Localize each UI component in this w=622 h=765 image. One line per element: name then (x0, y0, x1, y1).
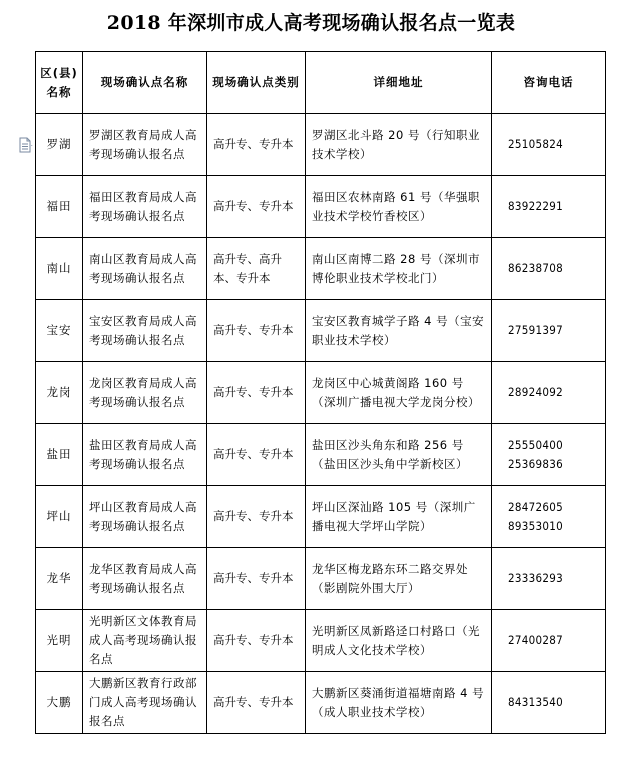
cell-address: 光明新区凤新路迳口村路口（光明成人文化技术学校） (306, 610, 492, 672)
cell-category: 高升专、专升本 (207, 424, 306, 486)
cell-address: 福田区农林南路 61 号（华强职业技术学校竹香校区） (306, 176, 492, 238)
cell-phone: 84313540 (492, 672, 606, 734)
table-header-row (36, 52, 606, 114)
cell-district: 光明 (36, 610, 83, 672)
table-row (36, 238, 606, 300)
cell-category: 高升专、专升本 (207, 176, 306, 238)
cell-phone: 23336293 (492, 548, 606, 610)
cell-phone: 27400287 (492, 610, 606, 672)
cell-address: 盐田区沙头角东和路 256 号（盐田区沙头角中学新校区） (306, 424, 492, 486)
table-row (36, 362, 606, 424)
cell-address: 宝安区教育城学子路 4 号（宝安职业技术学校） (306, 300, 492, 362)
cell-district: 龙华 (36, 548, 83, 610)
cell-site: 南山区教育局成人高考现场确认报名点 (83, 238, 207, 300)
header-address: 详细地址 (306, 52, 492, 114)
header-site: 现场确认点名称 (83, 52, 207, 114)
cell-district: 南山 (36, 238, 83, 300)
cell-category: 高升专、高升本、专升本 (207, 238, 306, 300)
cell-category: 高升专、专升本 (207, 610, 306, 672)
cell-phone: 83922291 (492, 176, 606, 238)
cell-site: 龙华区教育局成人高考现场确认报名点 (83, 548, 207, 610)
cell-district: 罗湖 (36, 114, 83, 176)
cell-district: 坪山 (36, 486, 83, 548)
table-body (36, 114, 606, 734)
cell-site: 光明新区文体教育局成人高考现场确认报名点 (83, 610, 207, 672)
table-row (36, 610, 606, 672)
cell-site: 龙岗区教育局成人高考现场确认报名点 (83, 362, 207, 424)
cell-site: 大鹏新区教育行政部门成人高考现场确认报名点 (83, 672, 207, 734)
cell-district: 盐田 (36, 424, 83, 486)
document-icon[interactable] (18, 137, 33, 153)
cell-category: 高升专、专升本 (207, 548, 306, 610)
cell-district: 大鹏 (36, 672, 83, 734)
cell-phone: 27591397 (492, 300, 606, 362)
cell-category: 高升专、专升本 (207, 114, 306, 176)
cell-category: 高升专、专升本 (207, 486, 306, 548)
header-phone: 咨询电话 (492, 52, 606, 114)
header-category: 现场确认点类别 (207, 52, 306, 114)
cell-address: 坪山区深汕路 105 号（深圳广播电视大学坪山学院） (306, 486, 492, 548)
cell-site: 盐田区教育局成人高考现场确认报名点 (83, 424, 207, 486)
cell-category: 高升专、专升本 (207, 300, 306, 362)
cell-address: 龙岗区中心城黄阁路 160 号（深圳广播电视大学龙岗分校） (306, 362, 492, 424)
table-row (36, 424, 606, 486)
table-row (36, 114, 606, 176)
header-district: 区(县)名称 (36, 52, 83, 114)
table-row (36, 672, 606, 734)
cell-category: 高升专、专升本 (207, 672, 306, 734)
table-row (36, 486, 606, 548)
cell-site: 宝安区教育局成人高考现场确认报名点 (83, 300, 207, 362)
cell-address: 龙华区梅龙路东环二路交界处（影剧院外围大厅） (306, 548, 492, 610)
cell-address: 大鹏新区葵涌街道福塘南路 4 号（成人职业技术学校） (306, 672, 492, 734)
cell-site: 坪山区教育局成人高考现场确认报名点 (83, 486, 207, 548)
cell-site: 福田区教育局成人高考现场确认报名点 (83, 176, 207, 238)
page-title: 2018 年深圳市成人高考现场确认报名点一览表 (106, 12, 516, 34)
cell-phone: 25550400 25369836 (492, 424, 606, 486)
cell-phone: 28472605 89353010 (492, 486, 606, 548)
cell-phone: 28924092 (492, 362, 606, 424)
cell-address: 罗湖区北斗路 20 号（行知职业技术学校） (306, 114, 492, 176)
cell-district: 宝安 (36, 300, 83, 362)
cell-district: 福田 (36, 176, 83, 238)
cell-district: 龙岗 (36, 362, 83, 424)
cell-category: 高升专、专升本 (207, 362, 306, 424)
cell-phone: 25105824 (492, 114, 606, 176)
sites-table (35, 51, 606, 734)
cell-phone: 86238708 (492, 238, 606, 300)
table-row (36, 548, 606, 610)
cell-site: 罗湖区教育局成人高考现场确认报名点 (83, 114, 207, 176)
table-row (36, 300, 606, 362)
cell-address: 南山区南博二路 28 号（深圳市博伦职业技术学校北门） (306, 238, 492, 300)
table-row (36, 176, 606, 238)
